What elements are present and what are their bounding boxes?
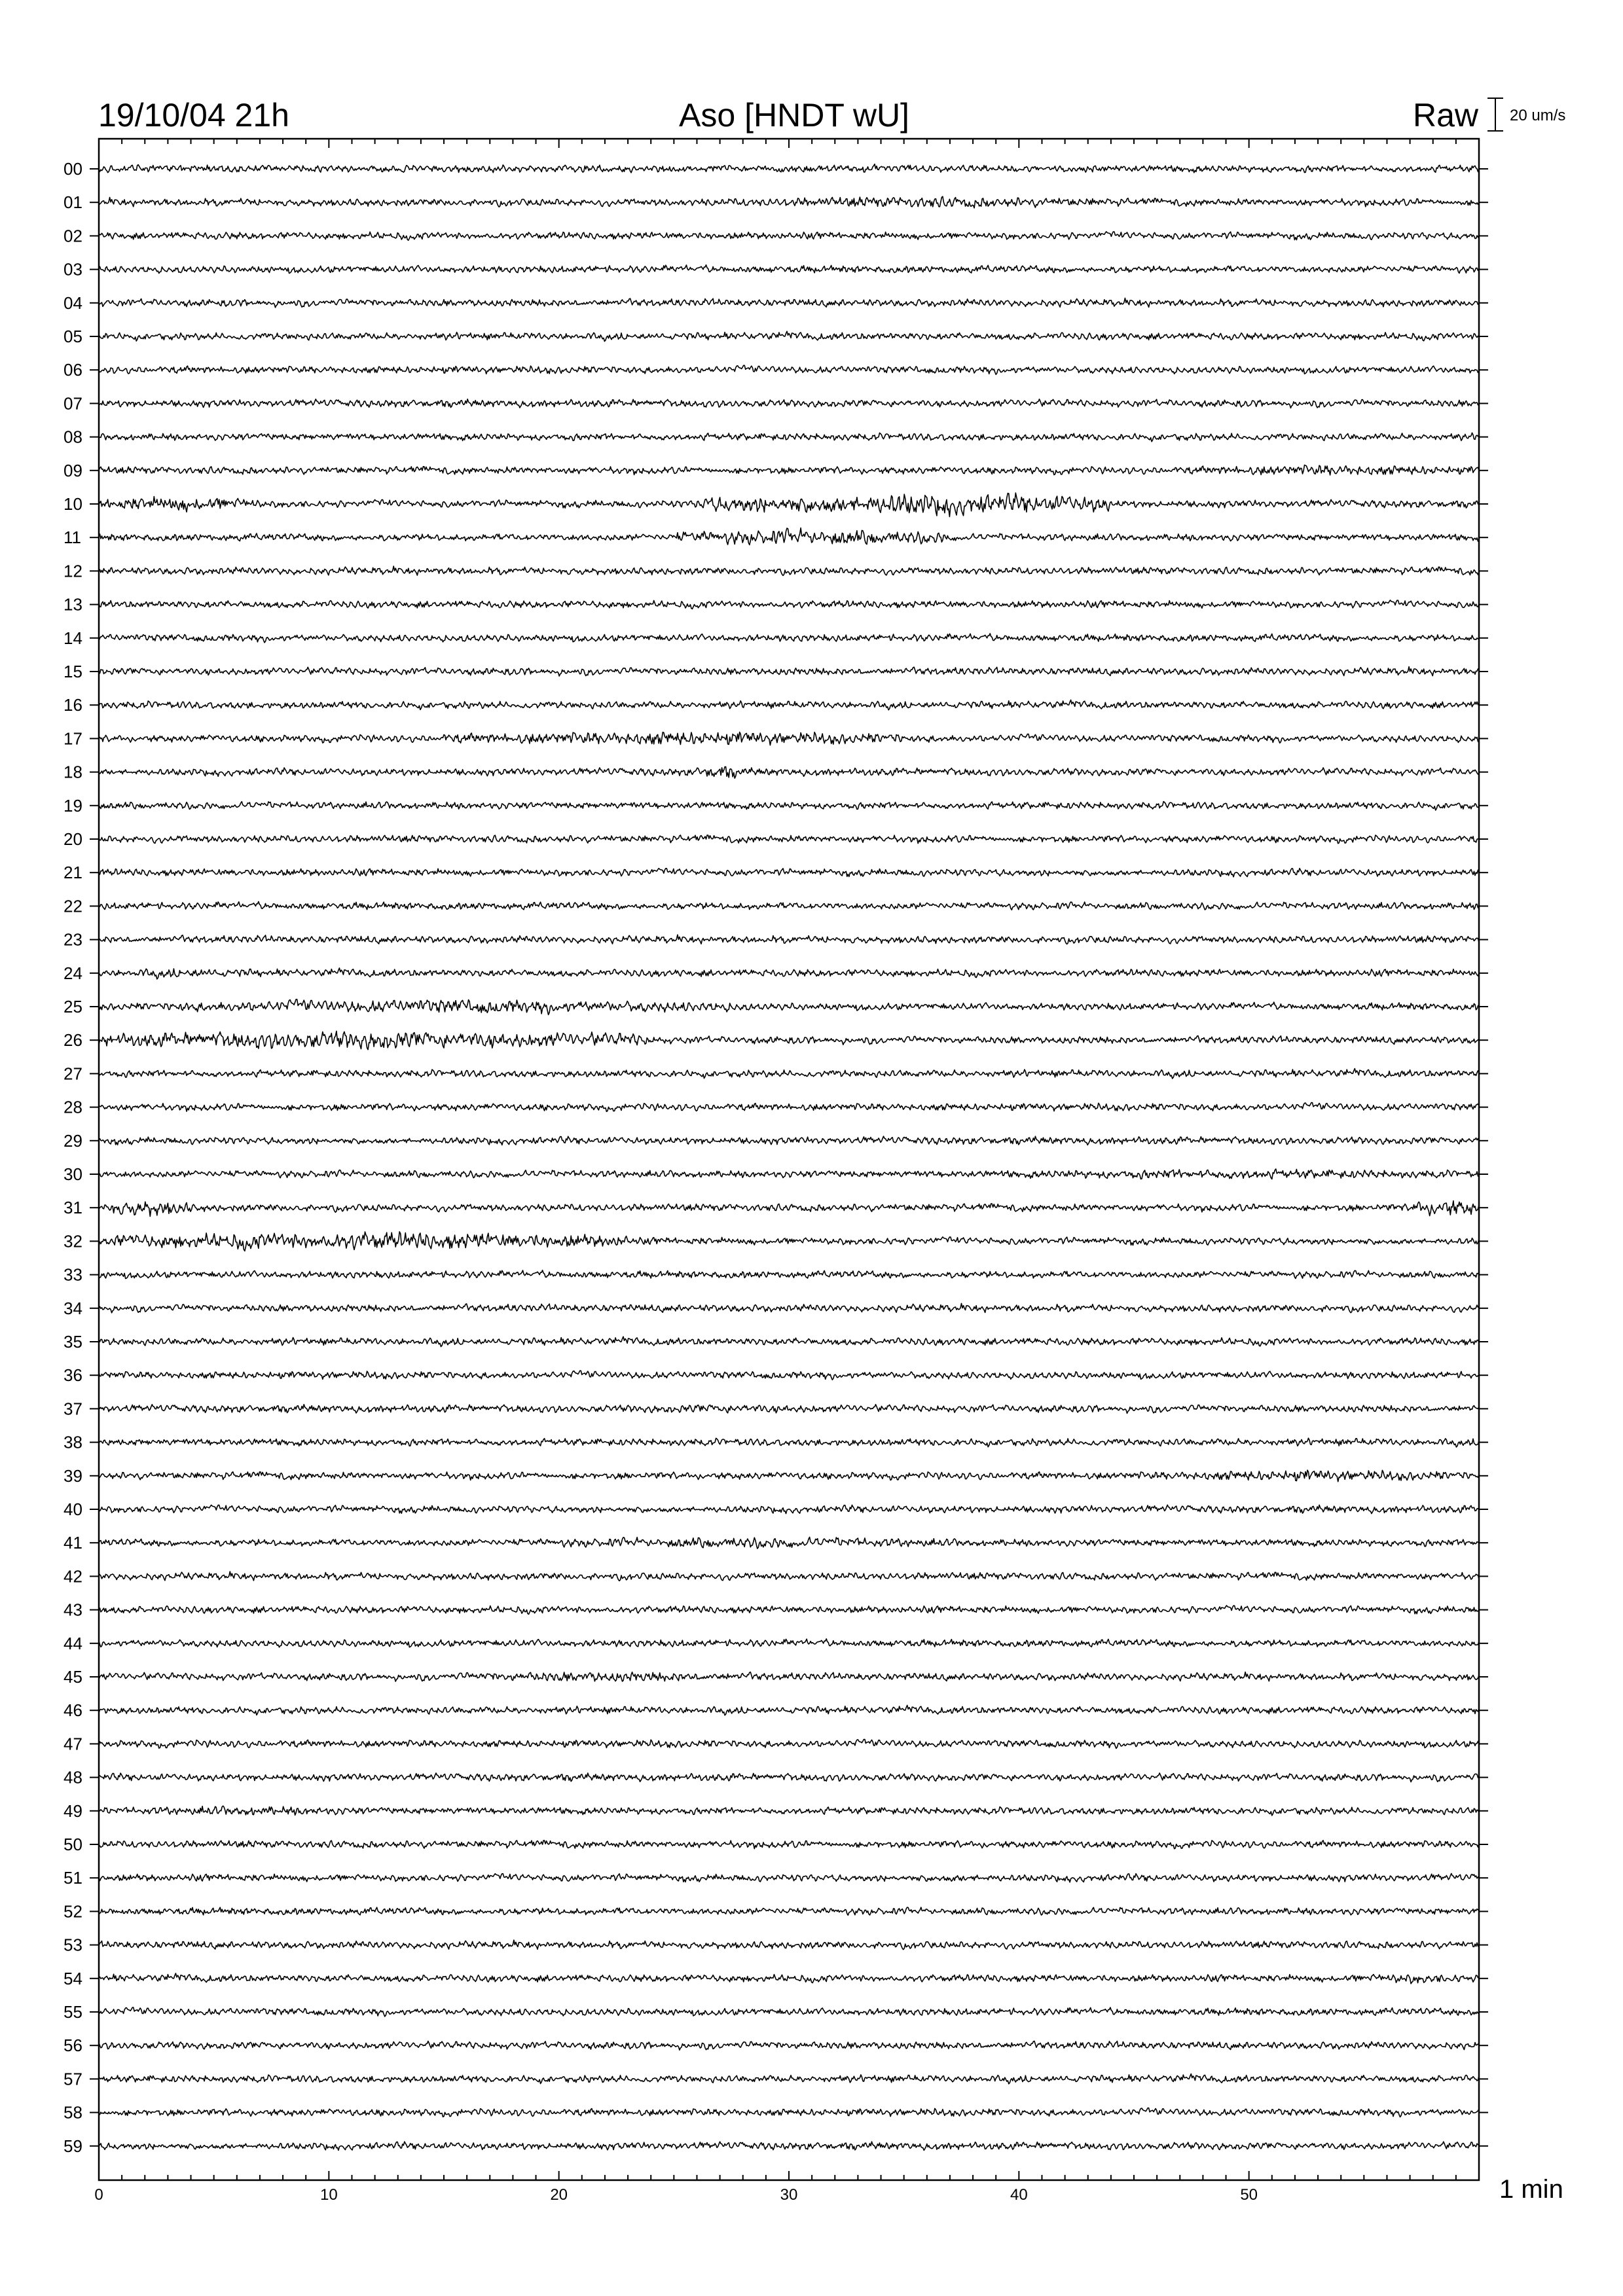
scale-label: 20 um/s <box>1510 107 1566 124</box>
x-tick-label: 0 <box>94 2186 103 2204</box>
datetime-label: 19/10/04 21h <box>98 97 289 134</box>
row-label: 27 <box>64 1064 82 1084</box>
row-label: 10 <box>64 494 82 514</box>
row-label: 50 <box>64 1835 82 1854</box>
row-label: 32 <box>64 1231 82 1251</box>
row-label: 45 <box>64 1667 82 1687</box>
trace-line <box>99 232 1479 240</box>
trace-line <box>99 1069 1479 1079</box>
trace-line <box>99 1371 1479 1380</box>
row-label: 52 <box>64 1901 82 1922</box>
row-label: 44 <box>64 1633 82 1653</box>
row-label: 37 <box>64 1399 82 1419</box>
row-label: 46 <box>64 1700 82 1721</box>
row-label: 08 <box>64 427 82 447</box>
row-label: 07 <box>64 393 82 414</box>
trace-line <box>99 1505 1479 1513</box>
trace-line <box>99 2074 1479 2084</box>
row-label: 11 <box>64 528 81 548</box>
row-label: 22 <box>64 896 82 916</box>
row-label: 53 <box>64 1935 82 1955</box>
row-label: 54 <box>64 1968 82 1988</box>
row-label: 29 <box>64 1130 82 1151</box>
trace-line <box>99 196 1479 208</box>
trace-line <box>99 2108 1479 2117</box>
trace-line <box>99 566 1479 575</box>
row-label: 33 <box>64 1265 82 1285</box>
trace-line <box>99 2041 1479 2051</box>
row-label: 28 <box>64 1097 82 1117</box>
row-label: 49 <box>64 1801 82 1821</box>
trace-line <box>99 465 1479 475</box>
trace-line <box>99 1773 1479 1782</box>
row-label: 18 <box>64 762 82 782</box>
trace-line <box>99 835 1479 844</box>
row-label: 48 <box>64 1767 82 1787</box>
mode-label: Raw <box>1412 97 1478 134</box>
trace-line <box>99 2007 1479 2017</box>
trace-line <box>99 1940 1479 1949</box>
trace-line <box>99 1136 1479 1145</box>
x-axis <box>94 2186 1258 2204</box>
trace-line <box>99 802 1479 810</box>
trace-line <box>99 298 1479 307</box>
trace-line <box>99 1907 1479 1915</box>
trace-line <box>99 1840 1479 1849</box>
trace-line <box>99 528 1479 545</box>
row-label: 21 <box>64 863 82 883</box>
trace-line <box>99 869 1479 877</box>
row-label: 59 <box>64 2136 82 2156</box>
row-label: 13 <box>64 594 82 615</box>
trace-line <box>99 164 1479 173</box>
row-label: 56 <box>64 2036 82 2056</box>
row-label: 05 <box>64 327 82 346</box>
row-label: 34 <box>64 1298 82 1318</box>
trace-line <box>99 1336 1479 1346</box>
amplitude-scale-bar <box>1487 98 1503 131</box>
trace-line <box>99 1605 1479 1614</box>
row-label: 47 <box>64 1734 82 1754</box>
row-label: 30 <box>64 1164 82 1184</box>
row-label: 19 <box>64 795 82 816</box>
trace-line <box>99 968 1479 979</box>
row-label: 25 <box>64 997 82 1016</box>
row-label: 42 <box>64 1566 82 1587</box>
trace-line <box>99 1470 1479 1482</box>
plot-frame <box>99 139 1479 2180</box>
trace-line <box>99 331 1479 341</box>
row-label: 23 <box>64 929 82 950</box>
row-label: 02 <box>64 226 82 246</box>
trace-line <box>99 1806 1479 1816</box>
traces-group <box>99 164 1479 2151</box>
row-label: 15 <box>64 662 82 681</box>
trace-line <box>99 1405 1479 1414</box>
trace-line <box>99 265 1479 274</box>
trace-line <box>99 902 1479 910</box>
row-label: 58 <box>64 2102 82 2123</box>
trace-line <box>99 2142 1479 2150</box>
row-label: 38 <box>64 1432 82 1452</box>
row-label: 41 <box>64 1533 82 1553</box>
x-tick-label: 40 <box>1010 2186 1028 2204</box>
x-tick-label: 20 <box>550 2186 568 2204</box>
trace-line <box>99 1740 1479 1749</box>
trace-line <box>99 1232 1479 1251</box>
row-label: 01 <box>64 192 82 213</box>
row-label: 31 <box>64 1198 82 1218</box>
trace-line <box>99 1639 1479 1647</box>
trace-line <box>99 667 1479 676</box>
trace-line <box>99 767 1479 779</box>
row-label: 00 <box>64 159 82 179</box>
row-label: 17 <box>64 728 82 749</box>
row-label: 36 <box>64 1365 82 1386</box>
x-unit-label: 1 min <box>1499 2175 1563 2204</box>
trace-line <box>99 365 1479 374</box>
row-label: 14 <box>64 628 82 648</box>
trace-line <box>99 1031 1479 1049</box>
row-label: 43 <box>64 1600 82 1620</box>
station-title: Aso [HNDT wU] <box>679 97 909 134</box>
trace-line <box>99 999 1479 1015</box>
row-labels <box>64 159 82 2156</box>
row-label: 03 <box>64 259 82 279</box>
trace-line <box>99 1973 1479 1984</box>
trace-line <box>99 634 1479 643</box>
trace-line <box>99 1874 1479 1882</box>
x-tick-label: 10 <box>319 2186 338 2204</box>
row-label: 24 <box>64 963 82 983</box>
row-label: 12 <box>64 561 82 581</box>
x-tick-label: 50 <box>1240 2186 1258 2204</box>
row-label: 09 <box>64 460 82 480</box>
row-label: 16 <box>64 695 82 715</box>
row-label: 39 <box>64 1465 82 1486</box>
trace-line <box>99 1201 1479 1217</box>
trace-line <box>99 1103 1479 1112</box>
row-label: 26 <box>64 1030 82 1050</box>
trace-line <box>99 700 1479 709</box>
row-label: 51 <box>64 1868 82 1888</box>
row-label: 55 <box>64 2002 82 2022</box>
trace-line <box>99 399 1479 408</box>
trace-line <box>99 493 1479 516</box>
row-label: 04 <box>64 293 82 313</box>
row-label: 40 <box>64 1499 82 1519</box>
trace-line <box>99 433 1479 441</box>
trace-line <box>99 1303 1479 1312</box>
row-label: 57 <box>64 2069 82 2089</box>
row-label: 20 <box>64 829 82 849</box>
trace-line <box>99 1571 1479 1581</box>
trace-line <box>99 1705 1479 1715</box>
x-tick-label: 30 <box>780 2186 798 2204</box>
trace-line <box>99 1672 1479 1681</box>
trace-line <box>99 1270 1479 1279</box>
trace-line <box>99 1537 1479 1549</box>
row-label: 35 <box>64 1332 82 1352</box>
trace-line <box>99 1169 1479 1179</box>
trace-line <box>99 600 1479 609</box>
trace-line <box>99 732 1479 745</box>
row-label: 06 <box>64 360 82 380</box>
trace-line <box>99 935 1479 944</box>
trace-line <box>99 1438 1479 1447</box>
frame-ticks <box>90 139 1488 2180</box>
